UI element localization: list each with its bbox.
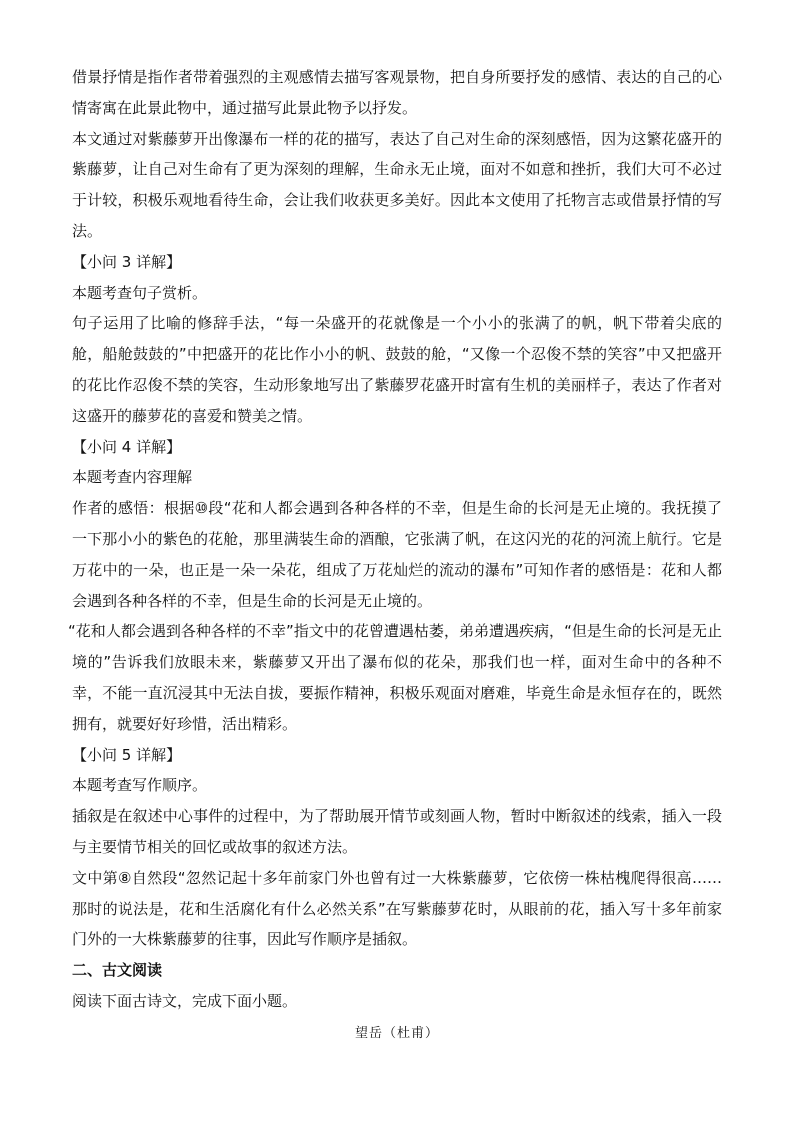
question-5-topic: 本题考查写作顺序。 <box>72 776 208 795</box>
question-5-analysis: 文中第⑧自然段“忽然记起十多年前家门外也曾有过一大株紫藤萝，它依傍一株枯槐爬得很高……那时的说法是，花和生活腐化有什么必然关系”在写紫藤萝花时，从眼前的花，插入写十多年前家门外的一大株紫藤萝的往事，因此写作顺序是插叙。 <box>72 868 722 949</box>
document-page <box>68 62 722 1050</box>
question-5-heading: 【小问 5 详解】 <box>72 745 182 764</box>
reading-instruction: 阅读下面古诗文，完成下面小题。 <box>72 991 298 1010</box>
paragraph-q2-analysis: 本文通过对紫藤萝开出像瀑布一样的花的描写，表达了自己对生命的深刻感悟，因为这繁花盛开的紫藤萝，让自己对生命有了更为深刻的理解，生命永无止境，面对不如意和挫折，我们大可不必过于计较，积极乐观地看待生命，会让我们收获更多美好。因此本文使用了托物言志或借景抒情的写法。 <box>72 129 722 240</box>
question-3-topic: 本题考查句子赏析。 <box>72 283 208 302</box>
question-3-heading: 【小问 3 详解】 <box>72 252 182 271</box>
section-heading: 二、古文阅读 <box>72 961 163 980</box>
question-4-explanation: “花和人都会遇到各种各样的不幸”指文中的花曾遭遇枯萎，弟弟遭遇疾病，“但是生命的长河是无止境的”告诉我们放眼未来，紫藤萝又开出了瀑布似的花朵，那我们也一样，面对生命中的各种不幸，不能一直沉浸其中无法自拔，要振作精神，积极乐观面对磨难，毕竟生命是永恒存在的，既然拥有，就要好好珍惜，活出精彩。 <box>68 622 722 733</box>
question-4-analysis: 作者的感悟：根据⑩段“花和人都会遇到各种各样的不幸，但是生命的长河是无止境的。我抚摸了一下那小小的紫色的花舱，那里满装生命的酒酿，它张满了帆，在这闪光的花的河流上航行。它是万花中的一朵，也正是一朵一朵花，组成了万花灿烂的流动的瀑布”可知作者的感悟是：花和人都会遇到各种各样的不幸，但是生命的长河是无止境的。 <box>72 499 722 610</box>
question-3-analysis: 句子运用了比喻的修辞手法，“每一朵盛开的花就像是一个小小的张满了的帆，帆下带着尖底的舱，船舱鼓鼓的”中把盛开的花比作小小的帆、鼓鼓的舱，“又像一个忍俊不禁的笑容”中又把盛开的花比作忍俊不禁的笑容，生动形象地写出了紫藤罗花盛开时富有生机的美丽样子，表达了作者对这盛开的藤萝花的喜爱和赞美之情。 <box>72 314 722 425</box>
question-4-topic: 本题考查内容理解 <box>72 468 193 487</box>
poem-title: 望岳（杜甫） <box>354 1025 439 1041</box>
paragraph-jiejing-definition: 借景抒情是指作者带着强烈的主观感情去描写客观景物，把自身所要抒发的感情、表达的自己的心情寄寓在此景此物中，通过描写此景此物予以抒发。 <box>72 68 722 117</box>
question-5-definition: 插叙是在叙述中心事件的过程中，为了帮助展开情节或刻画人物，暂时中断叙述的线索，插入一段与主要情节相关的回忆或故事的叙述方法。 <box>72 807 722 856</box>
question-4-heading: 【小问 4 详解】 <box>72 437 182 456</box>
